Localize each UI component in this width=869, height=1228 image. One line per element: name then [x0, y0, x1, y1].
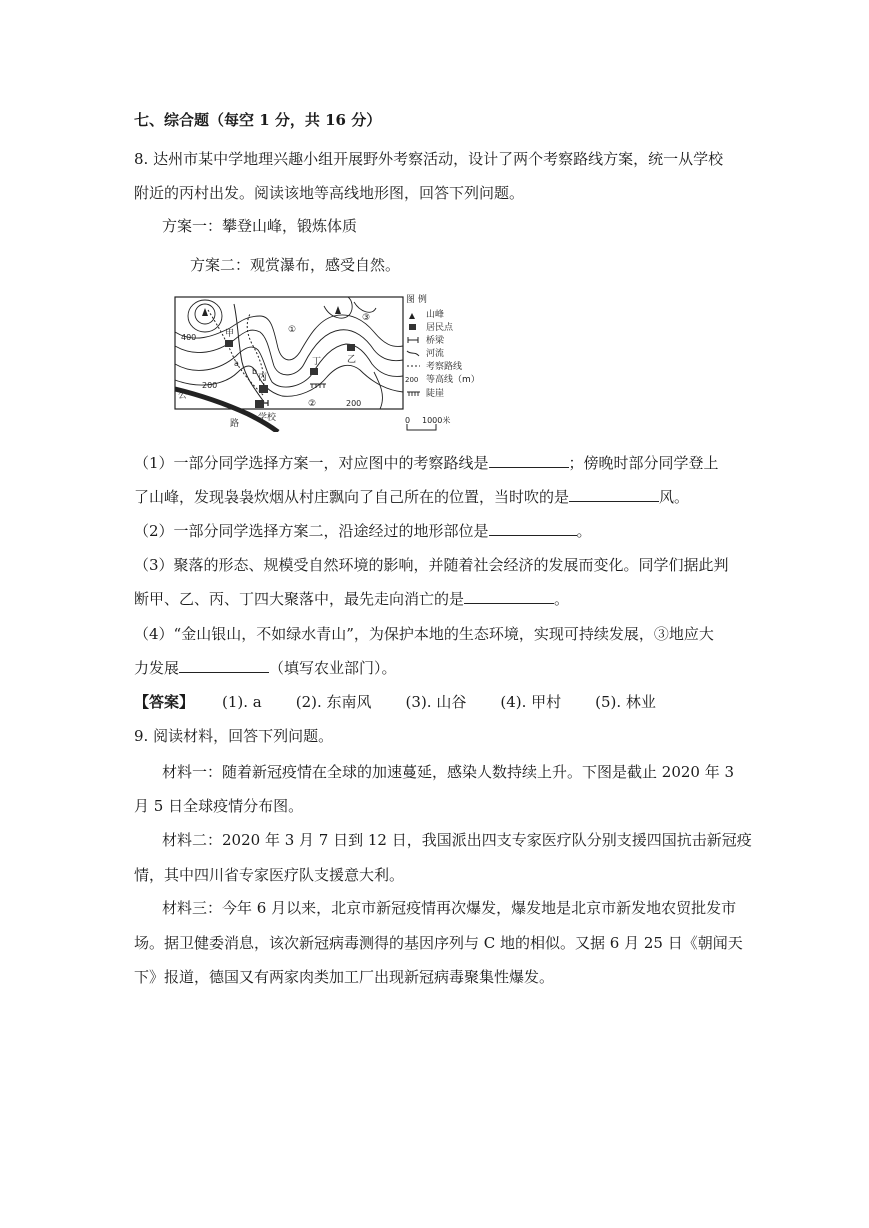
- legend-village-icon: [409, 324, 416, 330]
- q8-sub1-line1: [134, 453, 719, 473]
- village-bing-marker: [259, 385, 268, 393]
- contour-map-figure: [174, 292, 504, 432]
- q8-plan1: 方案一：攀登山峰，锻炼体质: [162, 217, 358, 235]
- contour-label-400: 400: [181, 333, 197, 342]
- village-yi-marker: [347, 344, 355, 351]
- legend-river-icon: [407, 351, 419, 356]
- q8-sub1-line2: [134, 487, 689, 507]
- legend-title: 图 例: [406, 295, 427, 305]
- legend-peak: 山峰: [426, 310, 445, 320]
- q8-sub4-line2: [134, 658, 397, 678]
- village-ding-marker: [310, 368, 318, 375]
- legend-river: 河流: [426, 349, 445, 359]
- q9-material3-line1: 材料三：今年 6 月以来，北京市新冠疫情再次爆发，爆发地是北京市新发地农贸批发市: [162, 899, 737, 917]
- answer-item-5: (5). 林业: [595, 693, 656, 711]
- answer-item-2: (2). 东南风: [295, 693, 372, 711]
- contour-label-200a: 200: [202, 381, 218, 390]
- q8-sub1-text-c: 了山峰，发现袅袅炊烟从村庄飘向了自己所在的位置，当时吹的是: [134, 488, 570, 506]
- village-jia-label: 甲: [225, 329, 235, 339]
- scale-label: 1000米: [422, 416, 451, 425]
- q8-intro-line2: 附近的丙村出发。阅读该地等高线地形图，回答下列问题。: [134, 184, 525, 202]
- q8-sub1-text-a: （1）一部分同学选择方案一，对应图中的考察路线是: [134, 454, 489, 472]
- scale-zero: 0: [405, 416, 411, 425]
- road-label-2: 路: [230, 419, 240, 429]
- answer-item-3: (3). 山谷: [405, 693, 467, 711]
- answer-item-4: (4). 甲村: [500, 693, 562, 711]
- q8-sub4-line1: （4）“金山银山，不如绿水青山”，为保护本地的生态环境，实现可持续发展，③地应大: [134, 625, 714, 643]
- answer-blank-1[interactable]: [489, 453, 569, 468]
- legend-contour-sample: 200: [405, 376, 419, 384]
- legend-peak-icon: [409, 313, 415, 319]
- answer-label: 【答案】: [134, 693, 195, 711]
- q8-sub2-text-b: 。: [576, 522, 592, 540]
- answer-line: [134, 692, 690, 712]
- village-ding-label: 丁: [312, 357, 322, 367]
- q8-sub4-text-a: 力发展: [134, 659, 180, 677]
- marker-2-label: ②: [308, 399, 317, 409]
- q8-sub3-text-b: 。: [554, 590, 570, 608]
- legend-cliff-icon: [407, 392, 420, 396]
- school-marker: [255, 400, 264, 408]
- contour-label-200b: 200: [346, 399, 362, 408]
- answer-blank-5[interactable]: [179, 658, 269, 673]
- legend-bridge: 桥梁: [426, 336, 445, 346]
- q9-material2-line2: 情，其中四川省专家医疗队支援意大利。: [134, 866, 405, 884]
- legend-cliff: 陡崖: [426, 389, 445, 399]
- village-yi-label: 乙: [347, 355, 357, 365]
- legend-contour: 等高线（m）: [426, 375, 480, 385]
- q8-sub1-text-d: 风。: [659, 488, 690, 506]
- map-legend: [405, 293, 480, 430]
- q8-sub4-text-b: （填写农业部门）。: [269, 659, 397, 677]
- answer-blank-3[interactable]: [489, 521, 577, 536]
- village-bing-label: 丙: [258, 373, 268, 383]
- marker-3-label: ③: [362, 313, 371, 323]
- section-title: 七、综合题（每空 1 分，共 16 分）: [134, 111, 382, 129]
- road-label-1: 公: [178, 391, 188, 401]
- q9-material3-line2: 场。据卫健委消息，该次新冠病毒测得的基因序列与 C 地的相似。又据 6 月 25 日《朝闻天: [134, 934, 743, 952]
- q8-sub3-text-a: 断甲、乙、丙、丁四大聚落中，最先走向消亡的是: [134, 590, 465, 608]
- q8-sub3-line2: [134, 589, 569, 609]
- marker-1-label: ①: [288, 325, 297, 335]
- school-label: 学校: [258, 413, 277, 423]
- village-jia-marker: [225, 340, 233, 347]
- q8-intro-line1: 8. 达州市某中学地理兴趣小组开展野外考察活动，设计了两个考察路线方案，统一从学校: [134, 150, 724, 168]
- legend-bridge-icon: [408, 337, 418, 343]
- q8-plan2: 方案二：观赏瀑布，感受自然。: [190, 256, 401, 274]
- q8-sub2-line: [134, 521, 592, 541]
- q8-sub1-text-b: ；傍晚时部分同学登上: [568, 454, 719, 472]
- q9-material1-line1: 材料一：随着新冠疫情在全球的加速蔓延，感染人数持续上升。下图是截止 2020 年 3: [162, 763, 735, 781]
- q9-intro: 9. 阅读材料，回答下列问题。: [134, 727, 334, 745]
- route-b-label: b: [252, 367, 258, 376]
- q8-sub3-line1: （3）聚落的形态、规模受自然环境的影响，并随着社会经济的发展而变化。同学们据此判: [134, 556, 729, 574]
- q9-material1-line2: 月 5 日全球疫情分布图。: [134, 797, 304, 815]
- route-a-label: a: [234, 359, 239, 368]
- q8-sub2-text-a: （2）一部分同学选择方案二，沿途经过的地形部位是: [134, 522, 489, 540]
- answer-item-1: (1). a: [222, 693, 262, 711]
- q9-material3-line3: 下》报道，德国又有两家肉类加工厂出现新冠病毒聚集性爆发。: [134, 968, 555, 986]
- legend-village: 居民点: [426, 323, 454, 333]
- answer-blank-2[interactable]: [569, 487, 659, 502]
- answer-blank-4[interactable]: [464, 589, 554, 604]
- q9-material2-line1: 材料二：2020 年 3 月 7 日到 12 日，我国派出四支专家医疗队分别支援四国抗击新冠疫: [162, 831, 752, 849]
- legend-route: 考察路线: [426, 362, 463, 372]
